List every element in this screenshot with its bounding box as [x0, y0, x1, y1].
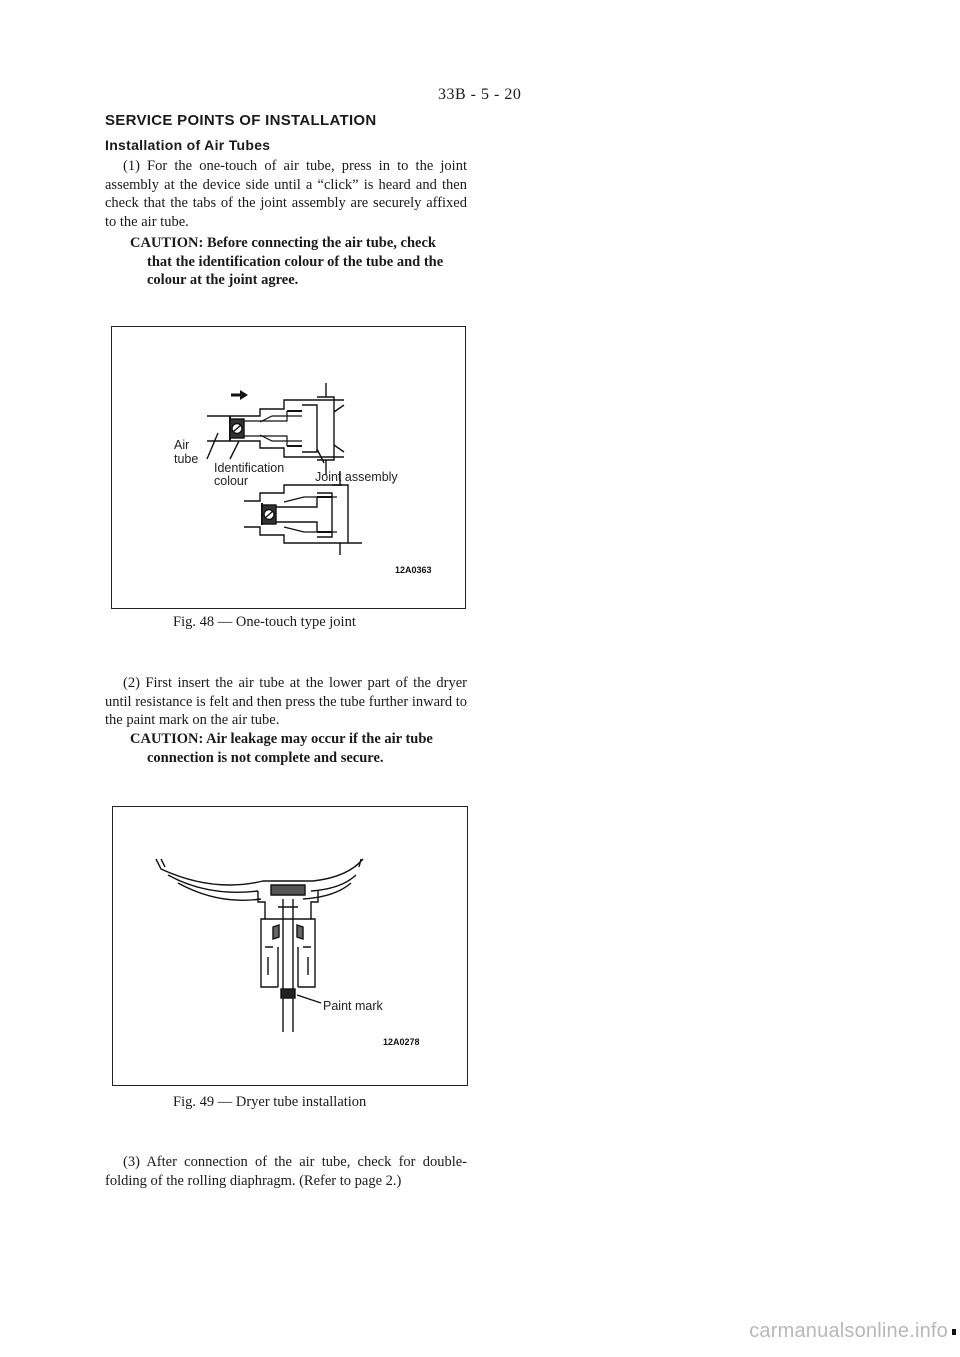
label-identification: Identification: [214, 461, 285, 475]
one-touch-joint-diagram: [112, 327, 467, 610]
footer-watermark: carmanualsonline.info: [749, 1320, 948, 1342]
label-colour: colour: [214, 474, 249, 488]
caution-label: CAUTION:: [130, 731, 204, 747]
step-3-text: (3) After connection of the air tube, check for double-folding of the rolling diaphragm. (Refer to page 2.): [105, 1154, 467, 1189]
label-joint-assembly: Joint assembly: [315, 470, 398, 484]
subsection-title: Installation of Air Tubes: [105, 137, 271, 153]
figure-49: [112, 806, 468, 1086]
figure-48-caption: Fig. 48 — One-touch type joint: [173, 614, 356, 630]
figure-48: [111, 326, 466, 609]
figure-49-caption: Fig. 49 — Dryer tube installation: [173, 1094, 367, 1110]
caution-body: that the identification colour of the tube and the colour at the joint agree.: [147, 253, 444, 288]
step-1-text: (1) For the one-touch of air tube, press in to the joint assembly at the device side until a “click” is heard and then check that the tabs of the joint assembly are securely affixed to the air tube.: [105, 158, 467, 230]
step-2-caution: [130, 730, 460, 767]
step-1-caution: [130, 234, 460, 290]
label-air: Air: [174, 438, 190, 452]
figure-code: 12A0363: [395, 565, 432, 575]
caution-first-line: Before connecting the air tube, check: [206, 235, 436, 251]
step-2-text: (2) First insert the air tube at the lower part of the dryer until resistance is felt and then press the tube further inward to the paint mark on the air tube.: [105, 675, 467, 728]
label-paint-mark: Paint mark: [323, 999, 383, 1013]
caution-label: CAUTION:: [130, 235, 204, 251]
page-edge-mark: [952, 1329, 956, 1335]
caution-first-line: Air leakage may occur if the air tube: [206, 731, 433, 747]
figure-code: 12A0278: [383, 1037, 420, 1047]
dryer-tube-diagram: [113, 807, 469, 1087]
section-title: SERVICE POINTS OF INSTALLATION: [105, 112, 377, 129]
label-tube: tube: [174, 452, 199, 466]
caution-body: connection is not complete and secure.: [147, 749, 384, 766]
page-number: 33B - 5 - 20: [438, 86, 522, 103]
